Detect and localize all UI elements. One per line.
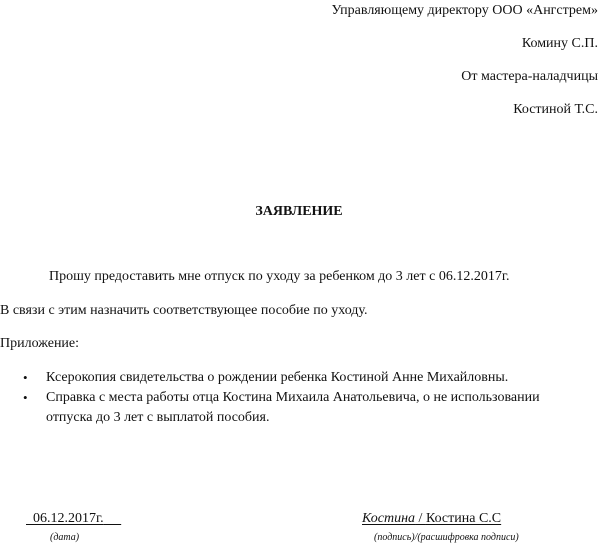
document-title: ЗАЯВЛЕНИЕ bbox=[255, 204, 343, 219]
attachments-label: Приложение: bbox=[0, 336, 80, 351]
list-item bbox=[0, 388, 598, 428]
addressee-line-2: Комину С.П. bbox=[521, 36, 598, 51]
sender-line-1: От мастера-наладчицы bbox=[461, 69, 598, 84]
attachment-text: Ксерокопия свидетельства о рождении ребенка Костиной Анне Михайловны. bbox=[46, 370, 509, 385]
signature-caption: (подпись)/(расшифровка подписи) bbox=[374, 532, 519, 543]
bullet-icon: • bbox=[23, 370, 28, 385]
request-paragraph: Прошу предоставить мне отпуск по уходу за ребенком до 3 лет с 06.12.2017г. bbox=[49, 269, 510, 284]
list-item bbox=[0, 368, 598, 388]
signature: Костина bbox=[362, 511, 416, 526]
date-caption: (дата) bbox=[50, 532, 80, 543]
signature-name: Костина С.С bbox=[425, 511, 502, 526]
bullet-icon: • bbox=[23, 390, 28, 405]
signature-separator: / bbox=[415, 511, 426, 526]
attachment-text: Справка с места работы отца Костина Михаила Анатольевича, о не использовании отпуска до 3 лет с выплатой пособия. bbox=[46, 390, 540, 425]
benefit-paragraph: В связи с этим назначить соответствующее пособие по уходу. bbox=[0, 303, 368, 318]
signature-field bbox=[362, 511, 501, 527]
signature-line bbox=[362, 511, 501, 526]
date-value: 06.12.2017г. bbox=[33, 511, 104, 526]
addressee-line-1: Управляющему директору ООО «Ангстрем» bbox=[331, 3, 598, 18]
sender-line-2: Костиной Т.С. bbox=[513, 102, 598, 117]
date-field bbox=[26, 511, 121, 527]
attachments-list bbox=[0, 368, 598, 428]
